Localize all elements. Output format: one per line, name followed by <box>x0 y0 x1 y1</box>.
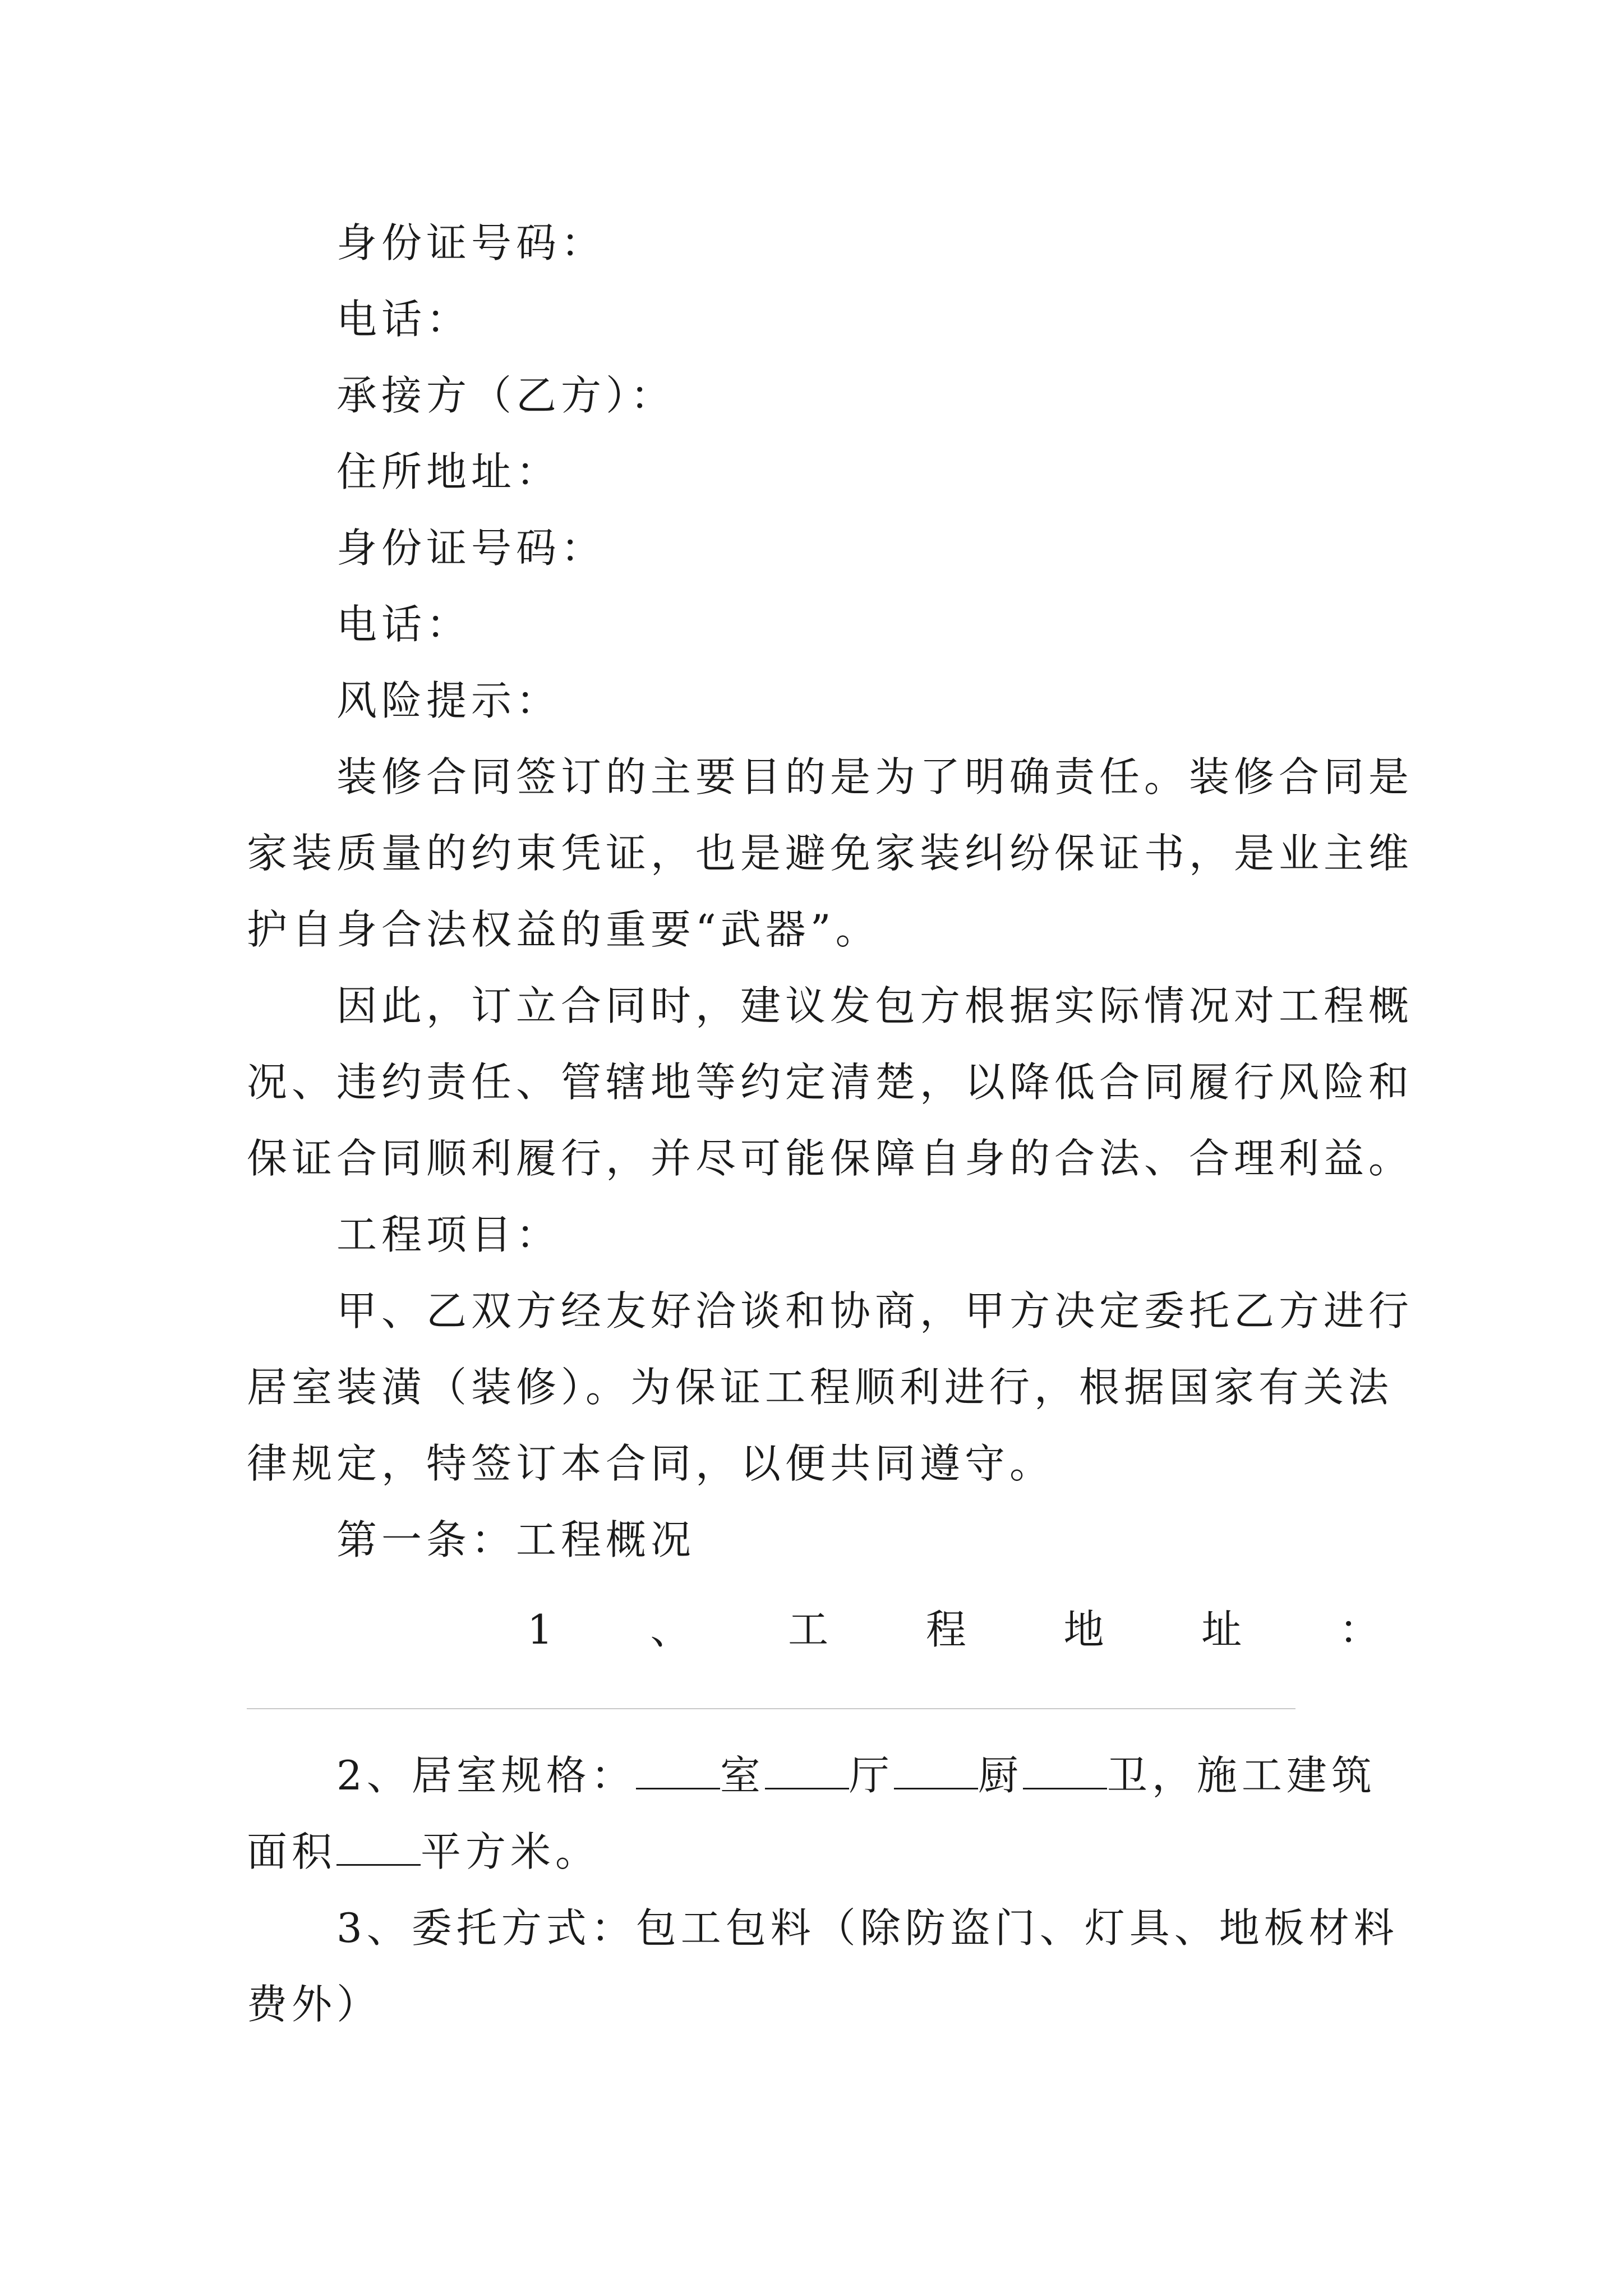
advice-paragraph-line-3: 保证合同顺利履行，并尽可能保障自身的合法、合理利益。 <box>247 1135 1414 1182</box>
area-line <box>247 1824 600 1880</box>
phone-label-b: 电话： <box>336 601 472 648</box>
advice-paragraph-line-2: 况、违约责任、管辖地等约定清楚，以降低合同履行风险和 <box>247 1059 1414 1106</box>
address-label: 住所地址： <box>336 448 561 495</box>
area-prefix: 面积 <box>247 1828 337 1875</box>
entrust-line-2: 费外） <box>247 1981 382 2028</box>
risk-paragraph-line-1: 装修合同签订的主要目的是为了明确责任。装修合同是 <box>336 753 1414 800</box>
bath-unit: 卫，施工建筑 <box>1106 1752 1376 1799</box>
address-char-2: 程 <box>925 1606 966 1653</box>
address-item-number: 1 <box>527 1606 553 1653</box>
intro-paragraph-line-3: 律规定，特签订本合同，以便共同遵守。 <box>247 1440 1055 1487</box>
project-heading: 工程项目： <box>336 1211 561 1258</box>
address-colon: ： <box>1339 1606 1380 1653</box>
risk-paragraph-line-2: 家装质量的约束凭证，也是避免家装纠纷保证书，是业主维 <box>247 830 1414 877</box>
room-spec-prefix: 2、居室规格： <box>336 1752 636 1799</box>
area-suffix: 平方米。 <box>421 1828 601 1875</box>
entrust-line-1: 3、委托方式：包工包料（除防盗门、灯具、地板材料 <box>336 1904 1399 1952</box>
address-char-1: 工 <box>788 1606 829 1653</box>
intro-paragraph-line-1: 甲、乙双方经友好洽谈和协商，甲方决定委托乙方进行 <box>336 1287 1414 1335</box>
phone-label-a: 电话： <box>336 296 472 343</box>
kitchen-unit: 厨 <box>978 1752 1023 1799</box>
hall-unit: 厅 <box>849 1752 894 1799</box>
room-count-blank[interactable] <box>636 1754 720 1789</box>
risk-heading: 风险提示： <box>336 677 561 724</box>
advice-paragraph-line-1: 因此，订立合同时，建议发包方根据实际情况对工程概 <box>336 982 1414 1029</box>
id-number-label-b: 身份证号码： <box>336 524 606 572</box>
hall-count-blank[interactable] <box>765 1754 849 1789</box>
address-item-sep: 、 <box>650 1606 691 1653</box>
address-fill-line <box>247 1708 1295 1709</box>
address-char-3: 地 <box>1063 1606 1104 1653</box>
article-one-heading: 第一条：工程概况 <box>336 1516 696 1563</box>
intro-paragraph-line-2: 居室装潢（装修）。为保证工程顺利进行，根据国家有关法 <box>247 1364 1394 1411</box>
area-blank[interactable] <box>336 1830 421 1866</box>
id-number-label-a: 身份证号码： <box>336 219 606 266</box>
kitchen-count-blank[interactable] <box>894 1754 978 1789</box>
room-spec-line <box>336 1747 1376 1803</box>
address-char-4: 址 <box>1201 1606 1242 1653</box>
room-unit: 室 <box>720 1752 765 1799</box>
contractor-label: 承接方（乙方）： <box>336 372 676 419</box>
risk-paragraph-line-3: 护自身合法权益的重要“武器”。 <box>247 906 880 953</box>
bath-count-blank[interactable] <box>1023 1754 1107 1789</box>
project-address-line <box>247 1602 1380 1658</box>
